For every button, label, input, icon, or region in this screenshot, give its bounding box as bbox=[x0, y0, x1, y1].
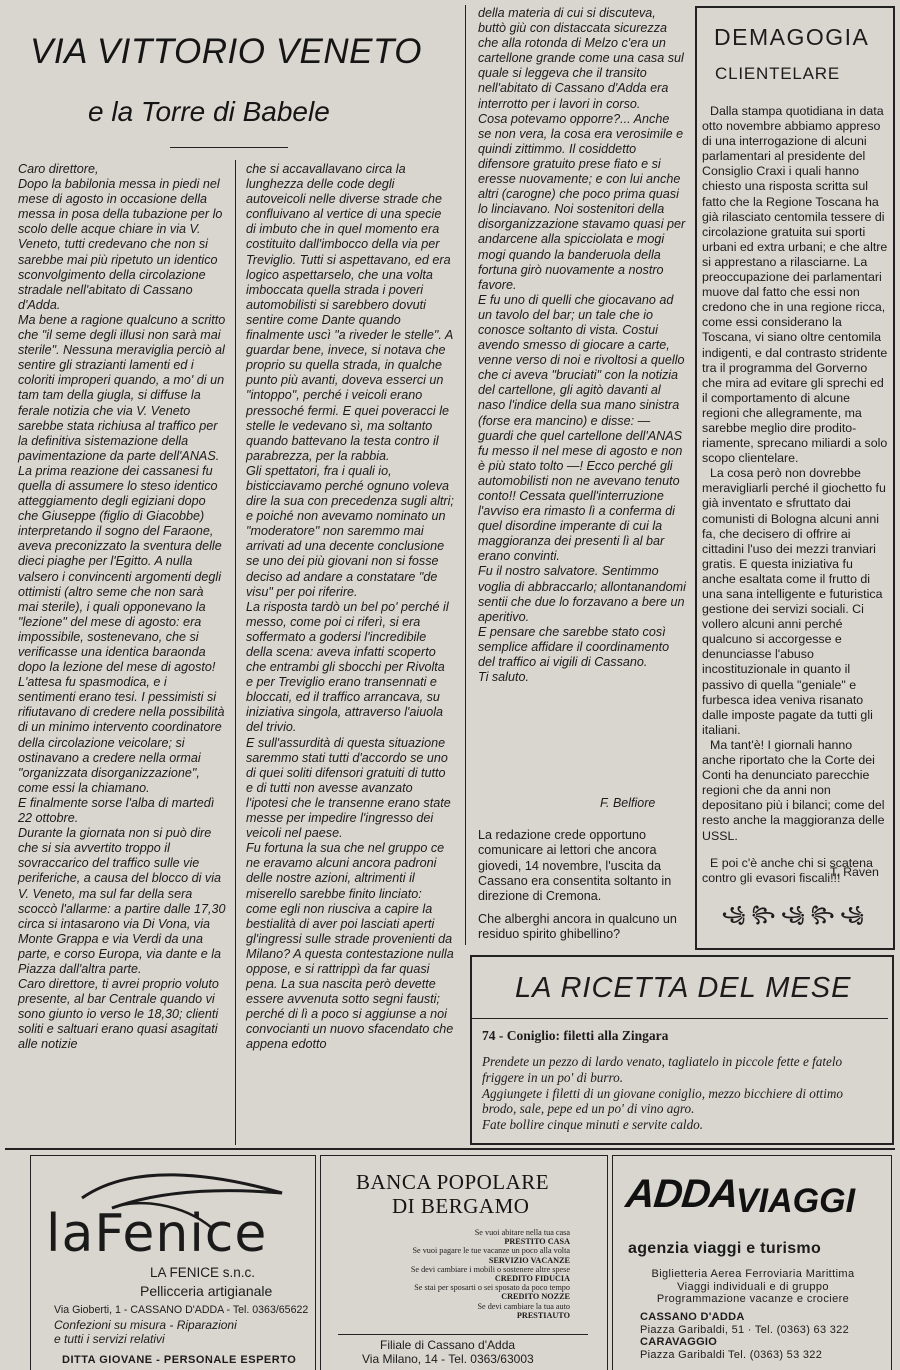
paragraph: Cosa potevamo opporre?... Anche se non vera, la cosa era verosimile e quindi zittimmo. Il cosiddetto difensore gratuito prese fiato e si eresse nuovamente; e con lui anche altri (carogne) che poco prima quasi lo linciavano. Noi sostenitori della disorganizzazione stavamo quasi per andarcene alla spicciolata e mogi mogi quando la banderuola della fortuna girò nuovamente a nostro favore. bbox=[478, 111, 686, 292]
banca-name bbox=[356, 1170, 549, 1218]
demagogia-text bbox=[702, 104, 888, 886]
banca-service-text: Se devi cambiare i mobili o sostenere altre spese bbox=[410, 1264, 570, 1274]
recipe-rule bbox=[472, 1018, 888, 1019]
column-divider bbox=[465, 5, 466, 945]
recipe-line: Aggiungete i filetti di un giovane coniglio, mezzo bicchiere di ottimo brodo, sale, pepe ed un po' di vino agro. bbox=[482, 1085, 844, 1117]
demagogia-signature: T. Raven bbox=[830, 865, 879, 879]
paragraph: Ma tant'è! I giornali hanno anche riportato che la Corte dei Conti ha denunciato parecchie regioni che da anni non depositano più i bilanci; come del resto anche la maggioranza delle USSL. bbox=[702, 737, 885, 843]
recipe-line: Fate bollire cinque minuti e servite caldo. bbox=[482, 1117, 704, 1133]
adda-info bbox=[622, 1268, 884, 1306]
adda-info-line: Programmazione vacanze e crociere bbox=[656, 1293, 850, 1305]
paragraph: Dalla stampa quotidiana in data otto novembre abbiamo appreso di una interrogazione di alcuni parlamentari al presidente del Consiglio Craxi i quali hanno chiesto una risposta scritta sul fatto che la Regione Toscana ha già rilasciato centomila tessere di circolazione gratuita sui sporti urbani ed extra urbani; e che altre si apprestano a rilasciarne. La preoccupazione dei parlamentari muove dal fatto che essi non credono che in una regione ricca, come essi considerano la Toscana, vi siano oltre centomila indigenti, e dal contrasto stridente tra il programma del Gorverno che mira ad evitare gli sprechi ed il comportamento di alcune regioni che allegramente, ma sarebbe meglio dire proditoriamente, sprecano miliardi a solo scopo clientelare. bbox=[702, 104, 888, 466]
banca-service-label: PRESTITO CASA bbox=[504, 1237, 570, 1247]
banca-service-label: PRESTIAUTO bbox=[516, 1310, 570, 1320]
adda-logo-viaggi: VIAGGI bbox=[736, 1182, 856, 1220]
paragraph: Fu fortuna la sua che nel gruppo ce ne eravamo alcuni ancora padroni delle nostre azioni, altrimenti il miserello sarebbe finito linciato: come egli non riusciva a capire la bestialità di aver poi lasciati aperti gl'ingressi sulle strade provenienti da Milano? A questa contestazione nulla oppose, e si rattrippì da far quasi pena. La sua nascita però devette essere avvenuta sotto segni fausti; perché di lì a poco si aggiunse a noi convocianti un nuovo sfacendato che appena edotto bbox=[246, 841, 454, 1052]
paragraph: Gli spettatori, fra i quali io, bisticciavamo perché ognuno voleva dire la sua con precedenza sugli altri; e poiché non avevamo nominato un "moderatore" non saremmo mai arrivati ad una decente conclusione se uno dei più giovani non si fosse deciso ad andare a constatare "de visu" per poi riferire. bbox=[246, 463, 454, 599]
fenice-name: LA FENICE s.n.c. bbox=[150, 1265, 256, 1280]
paragraph: E fu uno di quelli che giocavano ad un tavolo del bar; un tale che io conosce soltanto di vista. Costui avendo smesso di giocare a carte, venne verso di noi e rivoltosi a quello che ci aveva "bruciati" con la notizia del cartellone, gli agitò davanti al naso l'indice della sua mano sinistra (forse era mancino) e disse: — guardi che quel cartellone dell'ANAS fu messo il nel mese di agosto e non è più stato tolto —! Ecco perché gli automobilisti non ne avevano tenuto conto!! Cessata quell'interruzione l'avviso era rimasto lì a conferma di quel disordine imperante di cui la maggioranza dei presenti lì al bar erano convinti. bbox=[478, 292, 685, 564]
ornament-icon: ꧁ ꧂ ꧁ ꧂ ꧁ bbox=[722, 906, 865, 923]
paragraph: E poi c'è anche chi si scatena contro gli evasori fiscali!!! bbox=[702, 855, 873, 885]
banca-service-text: Se devi cambiare la tua auto bbox=[477, 1301, 570, 1311]
recipe-text bbox=[482, 1054, 880, 1133]
paragraph: E pensare che sarebbe stato così semplice affidare il coordinamento del traffico ai vigili di Cassano. bbox=[478, 624, 670, 670]
adda-tagline: agenzia viaggi e turismo bbox=[628, 1240, 822, 1257]
recipe-heading: 74 - Coniglio: filetti alla Zingara bbox=[482, 1028, 669, 1043]
paragraph: della materia di cui si discuteva, buttò giù con distaccata sicurezza che alla rotonda di Melzo c'era un cartellone grande come una casa sul quale si leggeva che il transito nell'abitato di Cassano d'Adda era interrotto per i lavori in corso. bbox=[478, 6, 684, 111]
banca-branch: Filiale di Cassano d'Adda bbox=[380, 1338, 516, 1352]
adda-logo-text: ADDA bbox=[623, 1172, 740, 1216]
title-rule bbox=[170, 147, 288, 148]
banca-service-label: CREDITO FIDUCIA bbox=[494, 1274, 570, 1284]
paragraph: E finalmente sorse l'alba di martedì 22 ottobre. bbox=[18, 795, 215, 826]
adda-office-city: CARAVAGGIO bbox=[640, 1336, 718, 1348]
paragraph: L'attesa fu spasmodica, e i sentimenti erano tesi. I pessimisti si rifiutavano di credere nella possibilità di un minimo intervento coordinatore della circolazione veicolare; si ostinavano a credere nella ormai "organizzata disorganizzazione", come essi la chiamano. bbox=[18, 675, 225, 795]
fenice-footer: DITTA GIOVANE - PERSONALE ESPERTO bbox=[62, 1354, 297, 1366]
adda-logo bbox=[624, 1172, 882, 1232]
fenice-services-line: e tutti i servizi relativi bbox=[54, 1332, 165, 1346]
banca-address: Via Milano, 14 - Tel. 0363/63003 bbox=[362, 1352, 534, 1366]
paragraph: che si accavallavano circa la lunghezza delle code degli autoveicoli nelle diverse strade che confluivano al vertice di una specie di imbuto che in quel momento era costituito dall'imbocco della via per Treviglio. Tutti si aspettavano, ed era logico aspettarselo, che una volta imboccata quella strada i poveri automobilisti si sarebbero dovuti sentire come Dante quando finalmente uscì "a riveder le stelle". A guardar bene, invece, si notava che proprio su quella strada, in qualche punto più avanti, doveva esserci un "intoppo", perché i veicoli erano pressoché fermi. E quei poveracci le stelle le vedevano sì, ma soltanto quando battevano la testa contro il parabrezza, per la rabbia. bbox=[246, 162, 453, 463]
article-signature: F. Belfiore bbox=[600, 796, 656, 810]
paragraph: Caro direttore, ti avrei proprio voluto presente, al bar Centrale quando vi sono giunto io verso le 18,30; clienti soliti e saltuari erano quasi asagitati alle notizie bbox=[18, 977, 219, 1052]
banca-service-text: Se stai per sposarti o sei sposato da poco tempo bbox=[414, 1283, 570, 1293]
adda-info-line: Viaggi individuali e di gruppo bbox=[677, 1280, 829, 1293]
adda-office-city: CASSANO D'ADDA bbox=[640, 1311, 745, 1323]
recipe-title: LA RICETTA DEL MESE bbox=[515, 972, 852, 1004]
article-column-2 bbox=[246, 162, 454, 1053]
banca-services bbox=[360, 1228, 570, 1320]
paragraph: Durante la giornata non si può dire che si sia avvertito troppo il sovraccarico del traffico sulle vie periferiche, a causa del blocco di via V. Veneto, ma sul far della sera scoccò l'allarme: a partire dalle 17,30 circa si intasarono via Di Vona, via Monte Grappa e via Verdi da una parte, e corso Europa, via dante e la Piazza dall'altra parte. bbox=[18, 826, 226, 976]
paragraph: Ti saluto. bbox=[478, 670, 529, 685]
column-divider bbox=[235, 160, 236, 1145]
banca-name-line: BANCA POPOLARE bbox=[356, 1170, 550, 1194]
adda-info-line: Biglietteria Aerea Ferroviaria Marittima bbox=[651, 1268, 855, 1280]
fenice-address: Via Gioberti, 1 - CASSANO D'ADDA - Tel. 0363/65622 bbox=[54, 1304, 309, 1316]
fenice-services bbox=[54, 1318, 237, 1346]
fenice-logo bbox=[42, 1168, 302, 1278]
fenice-type: Pellicceria artigianale bbox=[140, 1283, 273, 1299]
fenice-services-line: Confezioni su misura - Riparazioni bbox=[54, 1318, 237, 1332]
banca-name-line: DI BERGAMO bbox=[392, 1194, 530, 1218]
demagogia-subtitle: CLIENTELARE bbox=[715, 64, 841, 83]
paragraph: La prima reazione dei cassanesi fu quella di assumere lo steso identico atteggiamento degli egiziani dopo che Giuseppe (figlio di Giacobbe) interpretando il sogno del Faraone, aveva preconizzato la sventura delle dieci piaghe per l'Egitto. A nulla valsero i convincenti argomenti degli ottimisti (altro seme che non sarà mai sterile), i quali opponevano la "lezione" del mese di agosto: era impossibile, sostenevano, che si verificasse una identica baraonda dopo la lezione del mese di agosto! bbox=[18, 463, 222, 675]
editorial-question: Che alberghi ancora in qualcuno un residuo spirito ghibellino? bbox=[478, 912, 677, 942]
adda-office-address: Piazza Garibaldi Tel. (0363) 53 322 bbox=[640, 1348, 823, 1361]
paragraph: E sull'assurdità di questa situazione saremmo stati tutti d'accordo se uno di quei soliti difensori gratuiti di tutto e di tutti non avesse avanzato l'ipotesi che le transenne erano state messe per impedire l'ingresso dei veicoli nel paese. bbox=[246, 735, 451, 841]
article-subtitle: e la Torre di Babele bbox=[88, 96, 330, 127]
editorial-note: La redazione crede opportuno comunicare ai lettori che ancora giovedi, 14 novembre, l'uscita da Cassano era consentita soltanto in direzione di Cremona. bbox=[478, 828, 672, 904]
ads-top-rule bbox=[5, 1148, 895, 1150]
article-column-3 bbox=[478, 6, 686, 685]
demagogia-title: DEMAGOGIA bbox=[714, 24, 870, 50]
article-title: VIA VITTORIO VENETO bbox=[30, 32, 422, 71]
banca-rule bbox=[338, 1334, 588, 1335]
banca-service-label: SERVIZIO VACANZE bbox=[488, 1255, 570, 1265]
paragraph: Fu il nostro salvatore. Sentimmo voglia di abbraccarlo; allontanandomi sentii che due lo forzavano a bere un aperitivo. bbox=[478, 564, 686, 624]
banca-service-text: Se vuoi abitare nella tua casa bbox=[474, 1228, 570, 1237]
banca-service-label: CREDITO NOZZE bbox=[501, 1292, 570, 1302]
banca-service-text: Se vuoi pagare le tue vacanze un poco alla volta bbox=[412, 1246, 570, 1256]
paragraph: Ma bene a ragione qualcuno a scritto che "il seme degli illusi non sarà mai sterile". Nessuna meraviglia perciò al sentire gli strazianti lamenti ed i coloriti improperi quando, a mo' di un tam tam della giugla, si diffuse la ferale notizia che via V. Veneto sarebbe stata richiusa al traffico per la definitiva sistemazione della pavimentazione da parte dell'ANAS. bbox=[18, 312, 226, 463]
recipe-line: Prendete un pezzo di lardo venato, tagliatelo in piccole fette e fatelo friggere in un po' di burro. bbox=[482, 1054, 843, 1085]
paragraph: Caro direttore, bbox=[18, 162, 99, 176]
adda-office-address: Piazza Garibaldi, 51 · Tel. (0363) 63 322 bbox=[640, 1323, 849, 1336]
fenice-logo-text: laFenice bbox=[46, 1204, 268, 1264]
paragraph: Dopo la babilonia messa in piedi nel mese di agosto in occasione della messa in posa della tubazione per lo scolo delle acque chiare in via V. Veneto, tutti credevano che non si sarebbe mai più ripetuto un identico sconvolgimento della circolazione stradale nell'abitato di Cassano d'Adda. bbox=[18, 177, 223, 312]
paragraph: La risposta tardò un bel po' perché il messo, come poi ci riferì, si era soffermato a godersi l'incredibile della scena: aveva infatti scoperto che entrambi gli sbocchi per Rivolta e per Treviglio erano transennati e bloccati, ed il traffico arrancava, su iniziativa singola, attraverso l'aiuola del trivio. bbox=[246, 599, 449, 735]
paragraph: La cosa però non dovrebbe meravigliarli perché il giochetto fu già inventato e sfruttato dai comunisti di Bologna alcuni anni fa, che decisero di offrire ai cittadini l'uso dei mezzi tranviari gratis. E questa iniziativa fu anche esaltata come il frutto di una sana intelligente e futuristica gestione dei servizi sociali. Ci vollero alcuni anni perché qualcuno si accorgesse e denunciasse l'abuso incostituzionale in quanto il passivo di quella "geniale" e furbesca idea veniva risanato dalle imposte pagate da tutti gli italiani. bbox=[702, 466, 886, 737]
adda-offices bbox=[640, 1311, 890, 1361]
article-column-1 bbox=[18, 162, 226, 1053]
